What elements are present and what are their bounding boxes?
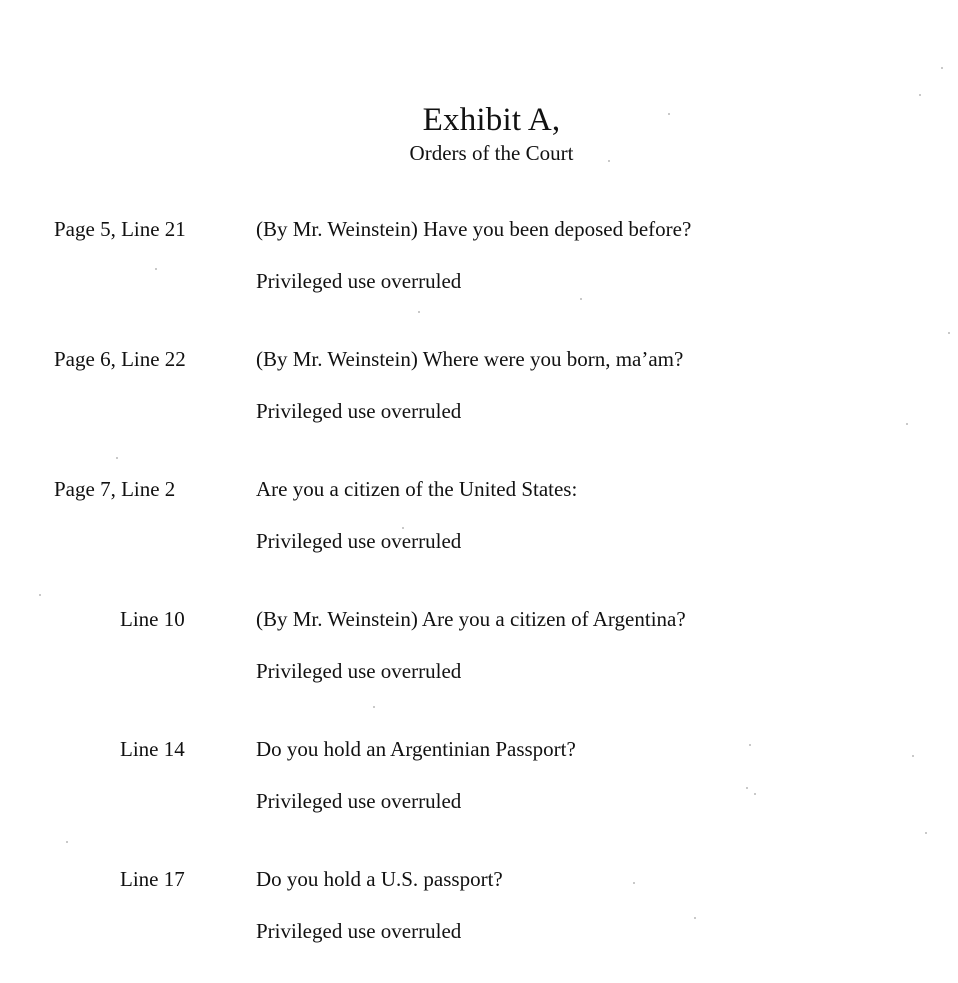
scan-speck bbox=[754, 793, 756, 795]
scan-speck bbox=[906, 423, 908, 425]
exhibit-title: Exhibit A, bbox=[422, 102, 561, 138]
scan-speck bbox=[925, 832, 927, 834]
order-entry bbox=[0, 346, 958, 436]
transcript-reference: Page 5, Line 21 bbox=[54, 217, 186, 241]
court-ruling: Privileged use overruled bbox=[256, 269, 462, 293]
court-ruling: Privileged use overruled bbox=[256, 919, 462, 943]
scan-speck bbox=[912, 755, 914, 757]
court-ruling: Privileged use overruled bbox=[256, 789, 462, 813]
transcript-reference: Page 6, Line 22 bbox=[54, 347, 186, 371]
deposition-question: Do you hold a U.S. passport? bbox=[256, 867, 503, 891]
scan-speck bbox=[941, 67, 943, 69]
transcript-reference: Page 7, Line 2 bbox=[54, 477, 176, 501]
deposition-question: Do you hold an Argentinian Passport? bbox=[256, 737, 576, 761]
transcript-reference: Line 17 bbox=[120, 867, 185, 891]
scan-speck bbox=[373, 706, 375, 708]
court-ruling: Privileged use overruled bbox=[256, 659, 462, 683]
deposition-question: (By Mr. Weinstein) Where were you born, ma’am? bbox=[256, 347, 684, 371]
order-entry bbox=[0, 606, 958, 696]
scan-speck bbox=[633, 882, 635, 884]
scan-speck bbox=[608, 160, 610, 162]
deposition-question: (By Mr. Weinstein) Are you a citizen of Argentina? bbox=[256, 607, 686, 631]
transcript-reference: Line 10 bbox=[120, 607, 185, 631]
exhibit-subtitle: Orders of the Court bbox=[409, 141, 574, 165]
scan-speck bbox=[948, 332, 950, 334]
scan-speck bbox=[155, 268, 157, 270]
scan-speck bbox=[39, 594, 41, 596]
order-entry bbox=[0, 736, 958, 826]
scan-speck bbox=[668, 113, 670, 115]
court-ruling: Privileged use overruled bbox=[256, 529, 462, 553]
scan-speck bbox=[580, 298, 582, 300]
scan-speck bbox=[749, 744, 751, 746]
scan-speck bbox=[919, 94, 921, 96]
order-entry bbox=[0, 216, 958, 306]
scan-speck bbox=[402, 527, 404, 529]
scan-speck bbox=[116, 457, 118, 459]
deposition-question: Are you a citizen of the United States: bbox=[256, 477, 578, 501]
transcript-reference: Line 14 bbox=[120, 737, 185, 761]
order-entry bbox=[0, 866, 958, 956]
scan-speck bbox=[66, 841, 68, 843]
court-ruling: Privileged use overruled bbox=[256, 399, 462, 423]
scan-speck bbox=[746, 787, 748, 789]
scan-speck bbox=[418, 311, 420, 313]
order-entry bbox=[0, 476, 958, 566]
deposition-question: (By Mr. Weinstein) Have you been deposed before? bbox=[256, 217, 692, 241]
scan-speck bbox=[694, 917, 696, 919]
